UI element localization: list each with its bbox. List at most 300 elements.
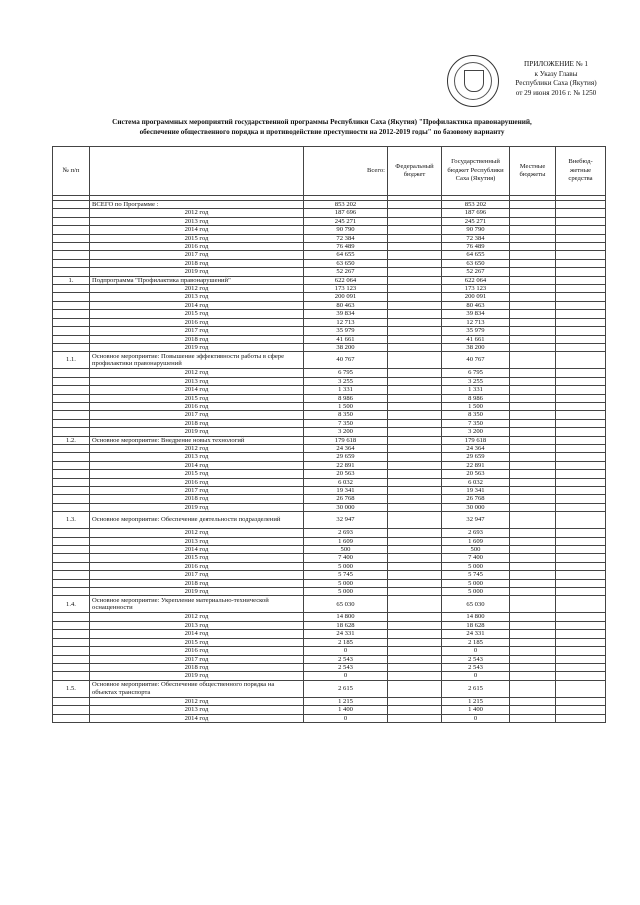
row-extra [556, 293, 606, 301]
row-name: 2012 год [90, 697, 304, 705]
row-state: 80 463 [442, 301, 510, 309]
table-row [53, 638, 606, 646]
row-total: 5 000 [304, 562, 388, 570]
row-num: 1.5. [53, 680, 90, 697]
row-state: 200 091 [442, 293, 510, 301]
row-total: 200 091 [304, 293, 388, 301]
row-total: 22 891 [304, 461, 388, 469]
table-row [53, 554, 606, 562]
row-extra [556, 369, 606, 377]
table-row [53, 495, 606, 503]
row-local [510, 310, 556, 318]
row-name: 2015 год [90, 554, 304, 562]
row-local [510, 714, 556, 722]
row-federal [388, 444, 442, 452]
row-extra [556, 276, 606, 284]
table-row [53, 512, 606, 529]
row-local [510, 436, 556, 444]
row-extra [556, 706, 606, 714]
row-state: 6 795 [442, 369, 510, 377]
row-name: 2013 год [90, 537, 304, 545]
row-num [53, 495, 90, 503]
row-num [53, 285, 90, 293]
row-state: 187 696 [442, 209, 510, 217]
row-local [510, 579, 556, 587]
table-row [53, 259, 606, 267]
row-local [510, 588, 556, 596]
table-row [53, 529, 606, 537]
row-extra [556, 310, 606, 318]
row-extra [556, 630, 606, 638]
row-num [53, 411, 90, 419]
row-num [53, 377, 90, 385]
row-state: 179 618 [442, 436, 510, 444]
row-num [53, 259, 90, 267]
table-row [53, 562, 606, 570]
row-extra [556, 268, 606, 276]
table-row [53, 630, 606, 638]
row-extra [556, 487, 606, 495]
table-row [53, 268, 606, 276]
row-state: 853 202 [442, 201, 510, 209]
row-total: 14 800 [304, 613, 388, 621]
row-total: 18 628 [304, 621, 388, 629]
row-state: 26 768 [442, 495, 510, 503]
row-federal [388, 352, 442, 369]
row-extra [556, 251, 606, 259]
row-local [510, 647, 556, 655]
table-row [53, 655, 606, 663]
table-row [53, 444, 606, 452]
row-num: 1.3. [53, 512, 90, 529]
appendix-header [486, 60, 626, 98]
row-extra [556, 411, 606, 419]
row-local [510, 352, 556, 369]
row-local [510, 251, 556, 259]
row-name: 2015 год [90, 234, 304, 242]
row-federal [388, 310, 442, 318]
table-row [53, 436, 606, 444]
row-local [510, 562, 556, 570]
row-state: 5 000 [442, 562, 510, 570]
row-extra [556, 386, 606, 394]
row-total: 245 271 [304, 217, 388, 225]
appendix-line-3: Республики Саха (Якутия) [515, 79, 597, 88]
row-name: 2016 год [90, 478, 304, 486]
row-total: 8 350 [304, 411, 388, 419]
row-extra [556, 503, 606, 511]
row-local [510, 201, 556, 209]
row-total: 26 768 [304, 495, 388, 503]
row-local [510, 638, 556, 646]
row-federal [388, 377, 442, 385]
row-federal [388, 335, 442, 343]
row-total: 1 331 [304, 386, 388, 394]
row-num [53, 402, 90, 410]
row-name: 2014 год [90, 714, 304, 722]
row-local [510, 234, 556, 242]
appendix-line-2: к Указу Главы [534, 69, 578, 78]
emblem-icon [464, 70, 484, 92]
row-federal [388, 638, 442, 646]
row-local [510, 621, 556, 629]
row-federal [388, 706, 442, 714]
table-row [53, 714, 606, 722]
row-name: 2012 год [90, 529, 304, 537]
row-num [53, 503, 90, 511]
row-total: 622 064 [304, 276, 388, 284]
row-num [53, 327, 90, 335]
row-name: 2014 год [90, 461, 304, 469]
row-num [53, 562, 90, 570]
row-state: 12 713 [442, 318, 510, 326]
row-federal [388, 411, 442, 419]
row-num [53, 394, 90, 402]
row-state: 65 030 [442, 596, 510, 613]
row-extra [556, 259, 606, 267]
row-num [53, 301, 90, 309]
row-local [510, 529, 556, 537]
row-name: 2014 год [90, 546, 304, 554]
row-extra [556, 613, 606, 621]
table-row [53, 461, 606, 469]
row-name: 2019 год [90, 428, 304, 436]
row-federal [388, 369, 442, 377]
row-federal [388, 571, 442, 579]
row-total: 30 000 [304, 503, 388, 511]
row-local [510, 276, 556, 284]
table-row [53, 503, 606, 511]
table-row [53, 369, 606, 377]
row-federal [388, 461, 442, 469]
row-name: 2012 год [90, 285, 304, 293]
row-local [510, 301, 556, 309]
row-state: 1 331 [442, 386, 510, 394]
row-name: 2016 год [90, 243, 304, 251]
row-name: ВСЕГО по Программе : [90, 201, 304, 209]
row-num [53, 630, 90, 638]
row-name: Основное мероприятие: Укрепление материально-технической оснащенности [90, 596, 304, 613]
table-row [53, 327, 606, 335]
row-state: 63 650 [442, 259, 510, 267]
row-name: Подпрограмма "Профилактика правонарушений" [90, 276, 304, 284]
appendix-line-1: ПРИЛОЖЕНИЕ № 1 [524, 60, 588, 68]
table-row [53, 621, 606, 629]
row-total: 2 615 [304, 680, 388, 697]
table-row [53, 234, 606, 242]
header-name [90, 147, 304, 196]
row-local [510, 487, 556, 495]
table-row [53, 335, 606, 343]
table-body [53, 196, 606, 723]
row-extra [556, 428, 606, 436]
row-federal [388, 503, 442, 511]
row-num [53, 234, 90, 242]
row-federal [388, 394, 442, 402]
row-state: 1 500 [442, 402, 510, 410]
row-num [53, 571, 90, 579]
table-row [53, 251, 606, 259]
row-extra [556, 571, 606, 579]
row-name: 2018 год [90, 335, 304, 343]
row-total: 90 790 [304, 226, 388, 234]
row-total: 1 400 [304, 706, 388, 714]
row-federal [388, 672, 442, 680]
row-num [53, 318, 90, 326]
row-state: 1 609 [442, 537, 510, 545]
table-row [53, 546, 606, 554]
row-state: 0 [442, 672, 510, 680]
row-name: 2014 год [90, 301, 304, 309]
row-total: 64 655 [304, 251, 388, 259]
row-name: 2019 год [90, 672, 304, 680]
row-extra [556, 714, 606, 722]
row-num [53, 268, 90, 276]
row-name: 2016 год [90, 562, 304, 570]
row-name: 2014 год [90, 630, 304, 638]
row-federal [388, 318, 442, 326]
row-num [53, 655, 90, 663]
row-extra [556, 436, 606, 444]
row-local [510, 259, 556, 267]
row-total: 1 215 [304, 697, 388, 705]
row-num [53, 621, 90, 629]
row-extra [556, 243, 606, 251]
row-federal [388, 680, 442, 697]
row-federal [388, 436, 442, 444]
row-extra [556, 537, 606, 545]
row-total: 72 384 [304, 234, 388, 242]
row-local [510, 327, 556, 335]
row-name: 2017 год [90, 655, 304, 663]
row-local [510, 663, 556, 671]
row-local [510, 428, 556, 436]
table-row [53, 663, 606, 671]
row-local [510, 655, 556, 663]
row-num [53, 579, 90, 587]
row-federal [388, 226, 442, 234]
row-state: 173 123 [442, 285, 510, 293]
row-total: 40 767 [304, 352, 388, 369]
row-state: 40 767 [442, 352, 510, 369]
row-total: 8 986 [304, 394, 388, 402]
row-extra [556, 234, 606, 242]
table-row [53, 394, 606, 402]
row-name: 2016 год [90, 318, 304, 326]
row-name: Основное мероприятие: Обеспечение общественного порядка на объектах транспорта [90, 680, 304, 697]
row-name: 2014 год [90, 226, 304, 234]
row-federal [388, 621, 442, 629]
table-row [53, 453, 606, 461]
row-name: 2013 год [90, 453, 304, 461]
row-federal [388, 579, 442, 587]
row-name: 2018 год [90, 663, 304, 671]
row-name: 2017 год [90, 411, 304, 419]
row-extra [556, 352, 606, 369]
row-name: 2012 год [90, 613, 304, 621]
row-extra [556, 478, 606, 486]
row-total: 7 350 [304, 419, 388, 427]
row-total: 5 000 [304, 579, 388, 587]
row-name: 2012 год [90, 369, 304, 377]
row-federal [388, 293, 442, 301]
row-local [510, 478, 556, 486]
row-name: 2018 год [90, 495, 304, 503]
row-extra [556, 461, 606, 469]
table-row [53, 217, 606, 225]
row-num: 1.2. [53, 436, 90, 444]
row-state: 18 628 [442, 621, 510, 629]
program-table [52, 146, 606, 723]
appendix-line-4: от 29 июня 2016 г. № 1250 [515, 88, 597, 97]
row-state: 29 659 [442, 453, 510, 461]
row-state: 32 947 [442, 512, 510, 529]
row-state: 41 661 [442, 335, 510, 343]
row-extra [556, 647, 606, 655]
row-federal [388, 259, 442, 267]
row-state: 52 267 [442, 268, 510, 276]
row-extra [556, 226, 606, 234]
row-local [510, 706, 556, 714]
row-extra [556, 512, 606, 529]
row-total: 2 543 [304, 655, 388, 663]
row-local [510, 343, 556, 351]
row-state: 1 215 [442, 697, 510, 705]
row-num [53, 217, 90, 225]
row-name: 2017 год [90, 571, 304, 579]
row-extra [556, 596, 606, 613]
row-state: 622 064 [442, 276, 510, 284]
row-total: 3 200 [304, 428, 388, 436]
row-total: 173 123 [304, 285, 388, 293]
row-name: 2019 год [90, 588, 304, 596]
row-extra [556, 672, 606, 680]
table-header-row [53, 147, 606, 196]
row-state: 22 891 [442, 461, 510, 469]
row-total: 52 267 [304, 268, 388, 276]
row-extra [556, 453, 606, 461]
row-name: 2017 год [90, 487, 304, 495]
row-num [53, 251, 90, 259]
header-state: Государственный бюджет Республики Саха (Якутия) [442, 147, 510, 196]
row-state: 8 350 [442, 411, 510, 419]
row-extra [556, 529, 606, 537]
table-row [53, 706, 606, 714]
row-state: 5 745 [442, 571, 510, 579]
header-federal: Федеральный бюджет [388, 147, 442, 196]
row-state: 7 400 [442, 554, 510, 562]
row-state: 38 200 [442, 343, 510, 351]
row-total: 853 202 [304, 201, 388, 209]
row-federal [388, 487, 442, 495]
row-federal [388, 470, 442, 478]
row-extra [556, 301, 606, 309]
row-total: 20 563 [304, 470, 388, 478]
row-num: 1. [53, 276, 90, 284]
row-name: 2012 год [90, 209, 304, 217]
table-row [53, 402, 606, 410]
row-total: 1 609 [304, 537, 388, 545]
row-name: 2013 год [90, 293, 304, 301]
table-row [53, 293, 606, 301]
table-row [53, 285, 606, 293]
row-total: 80 463 [304, 301, 388, 309]
table-row [53, 613, 606, 621]
row-federal [388, 529, 442, 537]
row-name: 2019 год [90, 343, 304, 351]
row-total: 2 185 [304, 638, 388, 646]
row-total: 63 650 [304, 259, 388, 267]
row-federal [388, 588, 442, 596]
row-extra [556, 343, 606, 351]
row-extra [556, 554, 606, 562]
row-num [53, 293, 90, 301]
table-row [53, 310, 606, 318]
row-state: 35 979 [442, 327, 510, 335]
row-total: 5 745 [304, 571, 388, 579]
table-row [53, 596, 606, 613]
table-row [53, 377, 606, 385]
row-extra [556, 579, 606, 587]
row-extra [556, 638, 606, 646]
row-state: 30 000 [442, 503, 510, 511]
row-num [53, 444, 90, 452]
row-local [510, 243, 556, 251]
row-num [53, 453, 90, 461]
row-num [53, 209, 90, 217]
row-federal [388, 386, 442, 394]
row-local [510, 495, 556, 503]
row-total: 32 947 [304, 512, 388, 529]
row-local [510, 453, 556, 461]
table-row [53, 419, 606, 427]
row-name: 2015 год [90, 638, 304, 646]
row-federal [388, 453, 442, 461]
row-federal [388, 268, 442, 276]
row-num: 1.1. [53, 352, 90, 369]
row-local [510, 209, 556, 217]
table-row [53, 352, 606, 369]
row-local [510, 470, 556, 478]
row-total: 19 341 [304, 487, 388, 495]
table-row [53, 301, 606, 309]
row-total: 2 543 [304, 663, 388, 671]
row-local [510, 512, 556, 529]
row-name: Основное мероприятие: Внедрение новых технологий [90, 436, 304, 444]
row-federal [388, 285, 442, 293]
row-local [510, 613, 556, 621]
row-local [510, 571, 556, 579]
row-federal [388, 243, 442, 251]
row-state: 2 693 [442, 529, 510, 537]
row-federal [388, 495, 442, 503]
row-num [53, 697, 90, 705]
row-name: 2018 год [90, 419, 304, 427]
row-local [510, 226, 556, 234]
row-total: 7 400 [304, 554, 388, 562]
row-num [53, 487, 90, 495]
row-state: 72 384 [442, 234, 510, 242]
row-state: 2 615 [442, 680, 510, 697]
row-state: 19 341 [442, 487, 510, 495]
row-state: 0 [442, 647, 510, 655]
row-total: 3 255 [304, 377, 388, 385]
row-local [510, 335, 556, 343]
row-total: 35 979 [304, 327, 388, 335]
table-row [53, 343, 606, 351]
row-state: 24 331 [442, 630, 510, 638]
row-num [53, 529, 90, 537]
